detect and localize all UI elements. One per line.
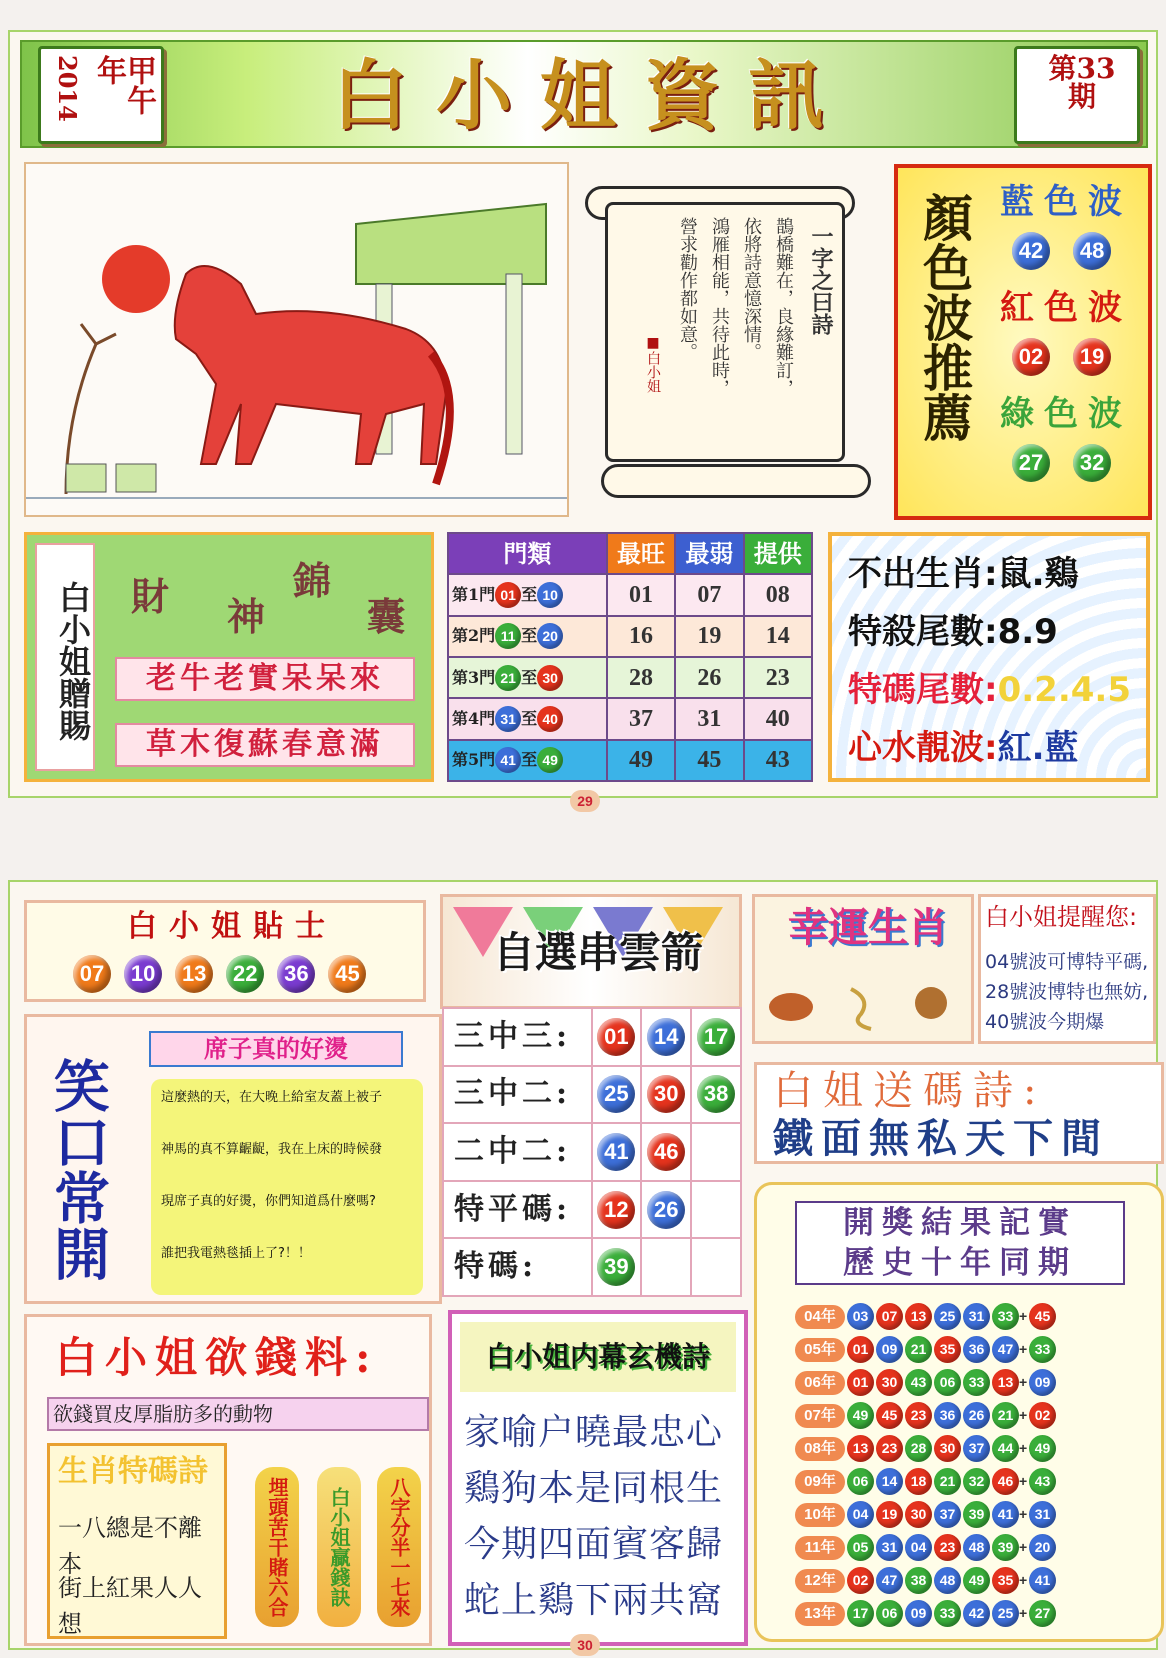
note-label: 不出生肖: xyxy=(848,554,998,594)
red-ball-2: 19 xyxy=(1073,338,1111,376)
pick-ball: 14 xyxy=(647,1018,685,1056)
pick-ball: 41 xyxy=(597,1133,635,1171)
table-row xyxy=(448,698,812,739)
history-special-ball: 20 xyxy=(1029,1534,1056,1561)
color-wave-label: 顏色波推薦 xyxy=(915,192,974,442)
history-box xyxy=(754,1182,1164,1642)
history-year: 06年 xyxy=(795,1371,845,1395)
pick-ball: 39 xyxy=(597,1248,635,1286)
table-row xyxy=(443,1066,741,1124)
door-name: 第5門 xyxy=(452,750,496,770)
joke-box xyxy=(24,1014,442,1304)
min-cell: 07 xyxy=(675,574,743,615)
issue-text: 第33期 xyxy=(1048,52,1116,113)
plus-sign: + xyxy=(1019,1308,1028,1324)
pick-cell xyxy=(592,1123,642,1181)
reminder-line-2: 28號波博特也無妨, xyxy=(985,981,1149,1003)
history-ball: 09 xyxy=(876,1336,903,1363)
header-banner xyxy=(20,40,1148,148)
plus-sign: + xyxy=(1019,1605,1028,1621)
pick-cell xyxy=(691,1238,741,1296)
lantern-2: 白小姐贏錢訣 xyxy=(317,1467,361,1627)
joke-side-label: 笑口常開 xyxy=(45,1057,111,1281)
max-cell: 37 xyxy=(607,698,675,739)
lantern-3: 八字分半一七來 xyxy=(377,1467,421,1627)
zodiac-poem-line-2: 街上紅果人人想 xyxy=(58,1574,202,1638)
history-ball: 30 xyxy=(905,1501,932,1528)
joke-text-box xyxy=(151,1079,423,1295)
zodiac-poem-box xyxy=(47,1443,227,1639)
zodiac-poem-line-1: 一八總是不離本 xyxy=(58,1514,202,1578)
history-ball: 09 xyxy=(905,1600,932,1627)
plus-sign: + xyxy=(1019,1572,1028,1588)
tips-balls xyxy=(73,955,413,993)
cycle-text: 甲午年 xyxy=(91,55,156,115)
history-ball: 37 xyxy=(963,1435,990,1462)
history-special-ball: 31 xyxy=(1029,1501,1056,1528)
door-name: 第3門 xyxy=(452,667,496,687)
col-give: 提供 xyxy=(744,533,812,574)
range-to: 20 xyxy=(537,623,563,649)
history-special-ball: 33 xyxy=(1029,1336,1056,1363)
table-row xyxy=(448,574,812,615)
door-table xyxy=(447,532,813,782)
history-ball: 13 xyxy=(905,1303,932,1330)
table-row xyxy=(795,1402,1155,1428)
history-ball: 23 xyxy=(934,1534,961,1561)
give-cell: 40 xyxy=(744,698,812,739)
send-poem-title: 白姐送碼詩: xyxy=(773,1068,1047,1114)
max-cell: 28 xyxy=(607,657,675,698)
plus-sign: + xyxy=(1019,1473,1028,1489)
door-table-header xyxy=(448,533,812,574)
horse-illustration xyxy=(24,162,569,517)
history-year: 07年 xyxy=(795,1404,845,1428)
zodiac-animals xyxy=(761,969,971,1039)
pick-label: 特碼: xyxy=(443,1238,592,1296)
history-ball: 47 xyxy=(992,1336,1019,1363)
plus-sign: + xyxy=(1019,1374,1028,1390)
history-ball: 49 xyxy=(963,1567,990,1594)
history-ball: 38 xyxy=(905,1567,932,1594)
max-cell: 49 xyxy=(607,740,675,781)
give-cell: 23 xyxy=(744,657,812,698)
pick-cell xyxy=(641,1238,691,1296)
blue-wave-label: 藍色波 xyxy=(1000,182,1132,222)
note-value: 鼠.鷄 xyxy=(997,554,1079,594)
green-ball-2: 32 xyxy=(1073,444,1111,482)
range-to: 49 xyxy=(537,747,563,773)
history-ball: 47 xyxy=(876,1567,903,1594)
history-special-ball: 49 xyxy=(1029,1435,1056,1462)
tip-ball: 22 xyxy=(226,955,264,993)
history-year: 13年 xyxy=(795,1602,845,1626)
secret-line-4: 蛇上鷄下兩共窩 xyxy=(464,1580,724,1621)
pick-cell xyxy=(641,1181,691,1239)
send-poem-box xyxy=(754,1062,1164,1164)
joke-line-1: 這麼熱的天，在大晚上給室友蓋上被子 xyxy=(161,1090,383,1105)
history-special-ball: 27 xyxy=(1029,1600,1056,1627)
pick-label: 三中三: xyxy=(443,1008,592,1066)
table-row xyxy=(795,1534,1155,1560)
pick-cell xyxy=(592,1181,642,1239)
table-row xyxy=(795,1600,1155,1626)
history-ball: 21 xyxy=(992,1402,1019,1429)
zodiac-poem-title: 生肖特碼詩 xyxy=(58,1454,208,1489)
gift-panel xyxy=(24,532,434,782)
secret-line-2: 鷄狗本是同根生 xyxy=(464,1468,724,1509)
page-title: 白小姐資訊 xyxy=(332,51,852,140)
history-head-2: 歷史十年同期 xyxy=(843,1245,1077,1281)
tip-ball: 07 xyxy=(73,955,111,993)
lucky-title: 幸運生肖 xyxy=(788,904,948,951)
poem-signature: ■白小姐 xyxy=(645,335,661,393)
green-wave-balls xyxy=(1012,444,1122,482)
poem-scroll xyxy=(585,182,875,502)
history-header xyxy=(795,1201,1125,1285)
table-row xyxy=(448,740,812,781)
history-ball: 06 xyxy=(934,1369,961,1396)
pick-cell xyxy=(641,1008,691,1066)
history-ball: 48 xyxy=(934,1567,961,1594)
blue-wave-balls xyxy=(1012,232,1122,270)
history-ball: 01 xyxy=(847,1336,874,1363)
pick-ball: 30 xyxy=(647,1075,685,1113)
notes-box xyxy=(828,532,1150,782)
gift-char-1: 財 xyxy=(131,574,170,619)
blue-ball-2: 48 xyxy=(1073,232,1111,270)
tip-ball: 10 xyxy=(124,955,162,993)
history-year: 12年 xyxy=(795,1569,845,1593)
tip-ball: 36 xyxy=(277,955,315,993)
history-ball: 31 xyxy=(963,1303,990,1330)
history-year: 11年 xyxy=(795,1536,845,1560)
note-1 xyxy=(848,554,1079,594)
give-cell: 14 xyxy=(744,616,812,657)
pick-cell xyxy=(691,1123,741,1181)
note-value: 0.2.4.5 xyxy=(997,670,1131,710)
history-ball: 03 xyxy=(847,1303,874,1330)
history-ball: 18 xyxy=(905,1468,932,1495)
history-ball: 21 xyxy=(905,1336,932,1363)
pick-cell xyxy=(641,1123,691,1181)
give-cell: 43 xyxy=(744,740,812,781)
give-cell: 08 xyxy=(744,574,812,615)
history-ball: 25 xyxy=(934,1303,961,1330)
history-ball: 36 xyxy=(963,1336,990,1363)
tips-title: 白小姐貼士 xyxy=(127,909,337,944)
table-row xyxy=(795,1468,1155,1494)
table-row xyxy=(443,1008,741,1066)
reminder-title: 白小姐提醒您: xyxy=(985,903,1138,931)
history-ball: 43 xyxy=(905,1369,932,1396)
history-special-ball: 41 xyxy=(1029,1567,1056,1594)
history-ball: 28 xyxy=(905,1435,932,1462)
table-row xyxy=(795,1501,1155,1527)
want-title: 白小姐欲錢料: xyxy=(55,1333,379,1382)
plus-sign: + xyxy=(1019,1506,1028,1522)
history-ball: 46 xyxy=(992,1468,1019,1495)
note-2 xyxy=(848,612,1058,652)
secret-poem-title: 白小姐内幕玄機詩 xyxy=(460,1322,736,1392)
send-poem-line: 鐵面無私天下間 xyxy=(773,1115,1109,1162)
history-ball: 23 xyxy=(905,1402,932,1429)
pick-cell xyxy=(641,1066,691,1124)
min-cell: 26 xyxy=(675,657,743,698)
history-year: 09年 xyxy=(795,1470,845,1494)
page-number-29: 29 xyxy=(570,790,600,812)
want-subtitle: 欲錢買皮厚脂肪多的動物 xyxy=(47,1397,429,1431)
history-special-ball: 45 xyxy=(1029,1303,1056,1330)
poem-line-2: 依將詩意憶深情。 xyxy=(741,217,762,361)
note-label: 特殺尾數: xyxy=(848,612,998,652)
reminder-line-1: 04號波可博特平碼, xyxy=(985,951,1149,973)
pick-label: 特平碼: xyxy=(443,1181,592,1239)
pick-ball: 01 xyxy=(597,1018,635,1056)
gift-char-4: 囊 xyxy=(367,594,406,639)
lantern-1: 埋頭苦干賭六合 xyxy=(255,1467,299,1627)
pick-cell xyxy=(691,1181,741,1239)
history-ball: 32 xyxy=(963,1468,990,1495)
history-ball: 35 xyxy=(992,1567,1019,1594)
table-row xyxy=(795,1567,1155,1593)
history-ball: 13 xyxy=(992,1369,1019,1396)
plus-sign: + xyxy=(1019,1539,1028,1555)
poem-line-1: 鵲橋難在，良緣難訂， xyxy=(773,217,794,397)
history-ball: 33 xyxy=(934,1600,961,1627)
note-4 xyxy=(848,728,1079,768)
note-label: 心水靚波: xyxy=(848,728,998,768)
year-book xyxy=(38,46,164,144)
history-special-ball: 09 xyxy=(1029,1369,1056,1396)
self-pick-title: 自選串雲箭 xyxy=(492,928,703,977)
history-ball: 39 xyxy=(963,1501,990,1528)
history-ball: 06 xyxy=(847,1468,874,1495)
plus-sign: + xyxy=(1019,1407,1028,1423)
history-ball: 19 xyxy=(876,1501,903,1528)
table-row xyxy=(795,1303,1155,1329)
monkey-icon xyxy=(915,987,947,1019)
history-ball: 30 xyxy=(934,1435,961,1462)
page-29 xyxy=(8,30,1158,809)
door-cell: 第4門 31 至 40 xyxy=(448,698,607,739)
col-min: 最弱 xyxy=(675,533,743,574)
pick-cell xyxy=(592,1008,642,1066)
tip-ball: 13 xyxy=(175,955,213,993)
table-row xyxy=(443,1181,741,1239)
history-ball: 36 xyxy=(934,1402,961,1429)
history-ball: 13 xyxy=(847,1435,874,1462)
pick-ball: 26 xyxy=(647,1191,685,1229)
poem-line-3: 鴻雁相能，共待此時， xyxy=(709,217,730,397)
joke-line-4: 誰把我電熱毯插上了?！！ xyxy=(161,1246,311,1261)
history-ball: 25 xyxy=(992,1600,1019,1627)
green-wave-label: 綠色波 xyxy=(1000,394,1132,434)
history-ball: 37 xyxy=(934,1501,961,1528)
red-ball-1: 02 xyxy=(1012,338,1050,376)
color-wave-box xyxy=(894,164,1152,520)
page-number-30: 30 xyxy=(570,1634,600,1656)
pick-label: 三中二: xyxy=(443,1066,592,1124)
range-from: 01 xyxy=(495,582,521,608)
scroll-bottom-roll xyxy=(601,464,871,498)
history-year: 05年 xyxy=(795,1338,845,1362)
gift-line-1: 老牛老實呆呆來 xyxy=(115,657,415,701)
history-year: 10年 xyxy=(795,1503,845,1527)
secret-line-3: 今期四面賓客歸 xyxy=(464,1524,724,1565)
door-cell: 第2門 11 至 20 xyxy=(448,616,607,657)
poem-line-4: 營求勸作都如意。 xyxy=(677,217,698,361)
history-ball: 21 xyxy=(934,1468,961,1495)
pick-cell xyxy=(592,1066,642,1124)
history-year: 04年 xyxy=(795,1305,845,1329)
table-row xyxy=(443,1238,741,1296)
red-wave-label: 紅色波 xyxy=(1000,288,1132,328)
history-ball: 04 xyxy=(847,1501,874,1528)
history-ball: 07 xyxy=(876,1303,903,1330)
table-row xyxy=(795,1435,1155,1461)
range-from: 21 xyxy=(495,665,521,691)
reminder-line-3: 40號波今期爆 xyxy=(985,1011,1105,1033)
range-from: 11 xyxy=(495,623,521,649)
secret-line-1: 家喻户曉最忠心 xyxy=(464,1412,724,1453)
history-ball: 33 xyxy=(963,1369,990,1396)
min-cell: 19 xyxy=(675,616,743,657)
gift-line-2: 草木復蘇春意滿 xyxy=(115,723,415,767)
plus-sign: + xyxy=(1019,1440,1028,1456)
min-cell: 45 xyxy=(675,740,743,781)
want-money-box xyxy=(24,1314,432,1646)
history-ball: 35 xyxy=(934,1336,961,1363)
history-ball: 31 xyxy=(876,1534,903,1561)
history-head-1: 開獎結果記實 xyxy=(843,1205,1077,1241)
tip-ball: 45 xyxy=(328,955,366,993)
col-door: 門類 xyxy=(448,533,607,574)
history-ball: 45 xyxy=(876,1402,903,1429)
green-ball-1: 27 xyxy=(1012,444,1050,482)
joke-line-2: 神馬的真不算齷齪，我在上床的時候發 xyxy=(161,1142,383,1157)
tips-box xyxy=(24,900,426,1002)
history-ball: 41 xyxy=(992,1501,1019,1528)
min-cell: 31 xyxy=(675,698,743,739)
pick-ball: 25 xyxy=(597,1075,635,1113)
door-name: 第2門 xyxy=(452,626,496,646)
history-ball: 30 xyxy=(876,1369,903,1396)
history-ball: 17 xyxy=(847,1600,874,1627)
history-ball: 02 xyxy=(847,1567,874,1594)
door-cell: 第5門 41 至 49 xyxy=(448,740,607,781)
gift-side-label: 白小姐贈賜 xyxy=(35,543,95,771)
issue-book xyxy=(1014,46,1140,144)
history-ball: 33 xyxy=(992,1303,1019,1330)
history-ball: 01 xyxy=(847,1369,874,1396)
history-ball: 06 xyxy=(876,1600,903,1627)
door-name: 第4門 xyxy=(452,708,496,728)
history-ball: 42 xyxy=(963,1600,990,1627)
table-row xyxy=(448,657,812,698)
pick-ball: 46 xyxy=(647,1133,685,1171)
door-name: 第1門 xyxy=(452,584,496,604)
history-ball: 04 xyxy=(905,1534,932,1561)
range-to: 10 xyxy=(537,582,563,608)
history-ball: 23 xyxy=(876,1435,903,1462)
door-cell: 第3門 21 至 30 xyxy=(448,657,607,698)
horse-drawing xyxy=(26,164,567,515)
history-special-ball: 02 xyxy=(1029,1402,1056,1429)
note-3 xyxy=(848,670,1131,710)
table-row xyxy=(448,616,812,657)
dragon-icon xyxy=(851,989,871,1029)
page-30 xyxy=(8,880,1158,1653)
gift-char-2: 神 xyxy=(227,594,266,639)
gift-char-3: 錦 xyxy=(293,558,332,603)
table-row xyxy=(795,1369,1155,1395)
lucky-zodiac-box xyxy=(752,894,974,1044)
table-row xyxy=(443,1123,741,1181)
history-ball: 48 xyxy=(963,1534,990,1561)
range-to: 30 xyxy=(537,665,563,691)
col-max: 最旺 xyxy=(607,533,675,574)
note-value: 8.9 xyxy=(997,612,1058,652)
history-ball: 44 xyxy=(992,1435,1019,1462)
pick-label: 二中二: xyxy=(443,1123,592,1181)
note-label: 特碼尾數: xyxy=(848,670,998,710)
self-pick-table xyxy=(442,1007,742,1297)
blue-ball-1: 42 xyxy=(1012,232,1050,270)
max-cell: 16 xyxy=(607,616,675,657)
range-from: 41 xyxy=(495,747,521,773)
history-special-ball: 43 xyxy=(1029,1468,1056,1495)
joke-title: 席子真的好燙 xyxy=(149,1031,403,1067)
range-to: 40 xyxy=(537,706,563,732)
history-ball: 39 xyxy=(992,1534,1019,1561)
pick-cell xyxy=(592,1238,642,1296)
history-ball: 05 xyxy=(847,1534,874,1561)
pick-cell xyxy=(691,1066,741,1124)
year-text: 2014 xyxy=(53,55,82,122)
joke-line-3: 現席子真的好燙，你們知道爲什麼嗎? xyxy=(161,1194,376,1209)
history-ball: 49 xyxy=(847,1402,874,1429)
range-from: 31 xyxy=(495,706,521,732)
reminder-box xyxy=(978,894,1156,1044)
history-year: 08年 xyxy=(795,1437,845,1461)
note-value: 紅.藍 xyxy=(997,728,1079,768)
pick-ball: 17 xyxy=(697,1018,735,1056)
poem-title: 一字之曰詩 xyxy=(808,225,834,335)
self-pick-header xyxy=(440,894,742,1009)
plus-sign: + xyxy=(1019,1341,1028,1357)
red-wave-balls xyxy=(1012,338,1122,376)
history-ball: 26 xyxy=(963,1402,990,1429)
history-ball: 14 xyxy=(876,1468,903,1495)
ox-icon xyxy=(769,993,813,1021)
pick-cell xyxy=(691,1008,741,1066)
pick-ball: 12 xyxy=(597,1191,635,1229)
max-cell: 01 xyxy=(607,574,675,615)
door-cell: 第1門 01 至 10 xyxy=(448,574,607,615)
table-row xyxy=(795,1336,1155,1362)
pick-ball: 38 xyxy=(697,1075,735,1113)
secret-poem-box xyxy=(448,1310,748,1646)
scroll-paper xyxy=(605,202,845,462)
